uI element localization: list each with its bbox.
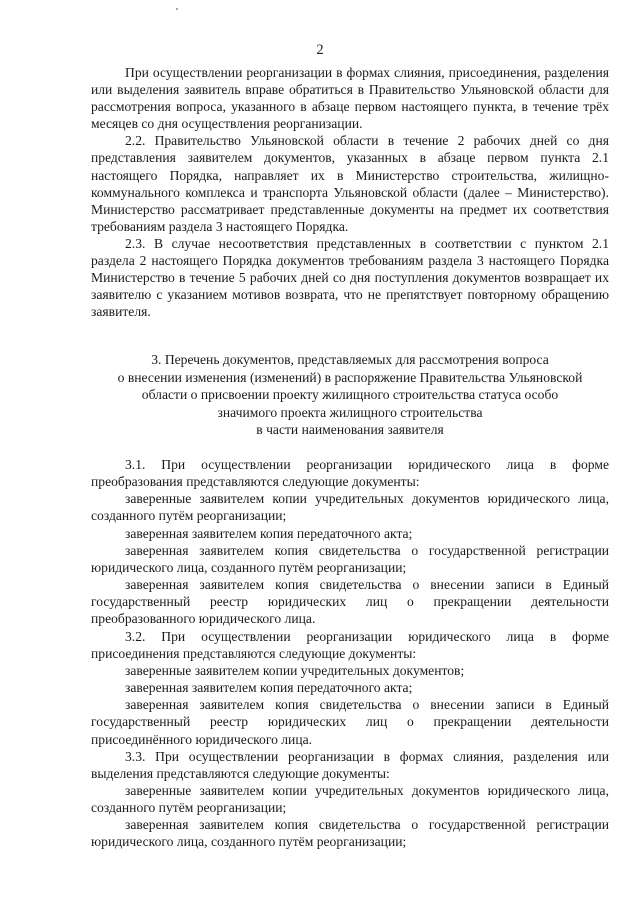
section-title-line: области о присвоении проекту жилищного строительства статуса особо [141, 387, 559, 403]
list-item: заверенная заявителем копия передаточного акта; [125, 525, 413, 541]
scan-speck [176, 8, 178, 10]
list-item: заверенная заявителем копия свидетельства о государственной регистрации юридического лица, созданного путём реорганизации; [91, 817, 609, 850]
section-3-text-block [91, 456, 609, 851]
page-number: 2 [316, 42, 324, 58]
list-item: заверенная заявителем копия передаточного акта; [125, 680, 413, 696]
section-title-line: 3. Перечень документов, представляемых для рассмотрения вопроса [151, 352, 549, 367]
list-item: заверенная заявителем копия свидетельства о внесении записи в Единый государственный реестр юридических лиц о прекращении деятельности присоединённого юридического лица. [91, 697, 609, 747]
intro-text-block [91, 64, 609, 320]
list-item: заверенная заявителем копия свидетельства о внесении записи в Единый государственный реестр юридических лиц о прекращении деятельности преобразованного юридического лица. [91, 577, 609, 627]
paragraph-2-3: 2.3. В случае несоответствия представленных в соответствии с пунктом 2.1 раздела 2 настоящего Порядка документов требованиям раздела 3 настоящего Порядка Министерство в течение 5 рабочих дней со дня поступления документов возвращает их заявителю с указанием мотивов возврата, что не препятствует повторному обращению заявителя. [91, 235, 609, 320]
paragraph-2-2: 2.2. Правительство Ульяновской области в течение 2 рабочих дней со дня представления заявителем документов, указанных в абзаце первом пункта 2.1 настоящего Порядка, направляет их в Министерство строительства, жилищно-коммунального комплекса и транспорта Ульяновской области (далее – Министерство). Министерство рассматривает представленные документы на предмет их соответствия требованиям раздела 3 настоящего Порядка. [91, 133, 609, 234]
section-title-line: о внесении изменения (изменений) в распоряжение Правительства Ульяновской [117, 369, 583, 385]
section-title-line: в части наименования заявителя [256, 422, 444, 438]
paragraph-3-2: 3.2. При осуществлении реорганизации юридического лица в форме присоединения представляются следующие документы: [91, 628, 609, 661]
list-item: заверенные заявителем копии учредительных документов; [125, 662, 465, 678]
paragraph-3-1: 3.1. При осуществлении реорганизации юридического лица в форме преобразования представляются следующие документы: [91, 457, 609, 490]
paragraph-reorganization-appeal: При осуществлении реорганизации в формах слияния, присоединения, разделения или выделения заявитель вправе обратиться в Правительство Ульяновской области для рассмотрения вопроса, указанного в абзаце первом настоящего пункта, в течение трёх месяцев со дня осуществления реорганизации. [91, 65, 609, 132]
paragraph-3-3: 3.3. При осуществлении реорганизации в формах слияния, разделения или выделения представляются следующие документы: [91, 748, 609, 781]
list-item: заверенная заявителем копия свидетельства о государственной регистрации юридического лица, созданного путём реорганизации; [91, 542, 609, 575]
list-item: заверенные заявителем копии учредительных документов юридического лица, созданного путём реорганизации; [91, 782, 609, 816]
list-item: заверенные заявителем копии учредительных документов юридического лица, созданного путём реорганизации; [91, 491, 609, 524]
section-title-line: значимого проекта жилищного строительства [217, 404, 483, 420]
section-3-title [60, 351, 640, 439]
